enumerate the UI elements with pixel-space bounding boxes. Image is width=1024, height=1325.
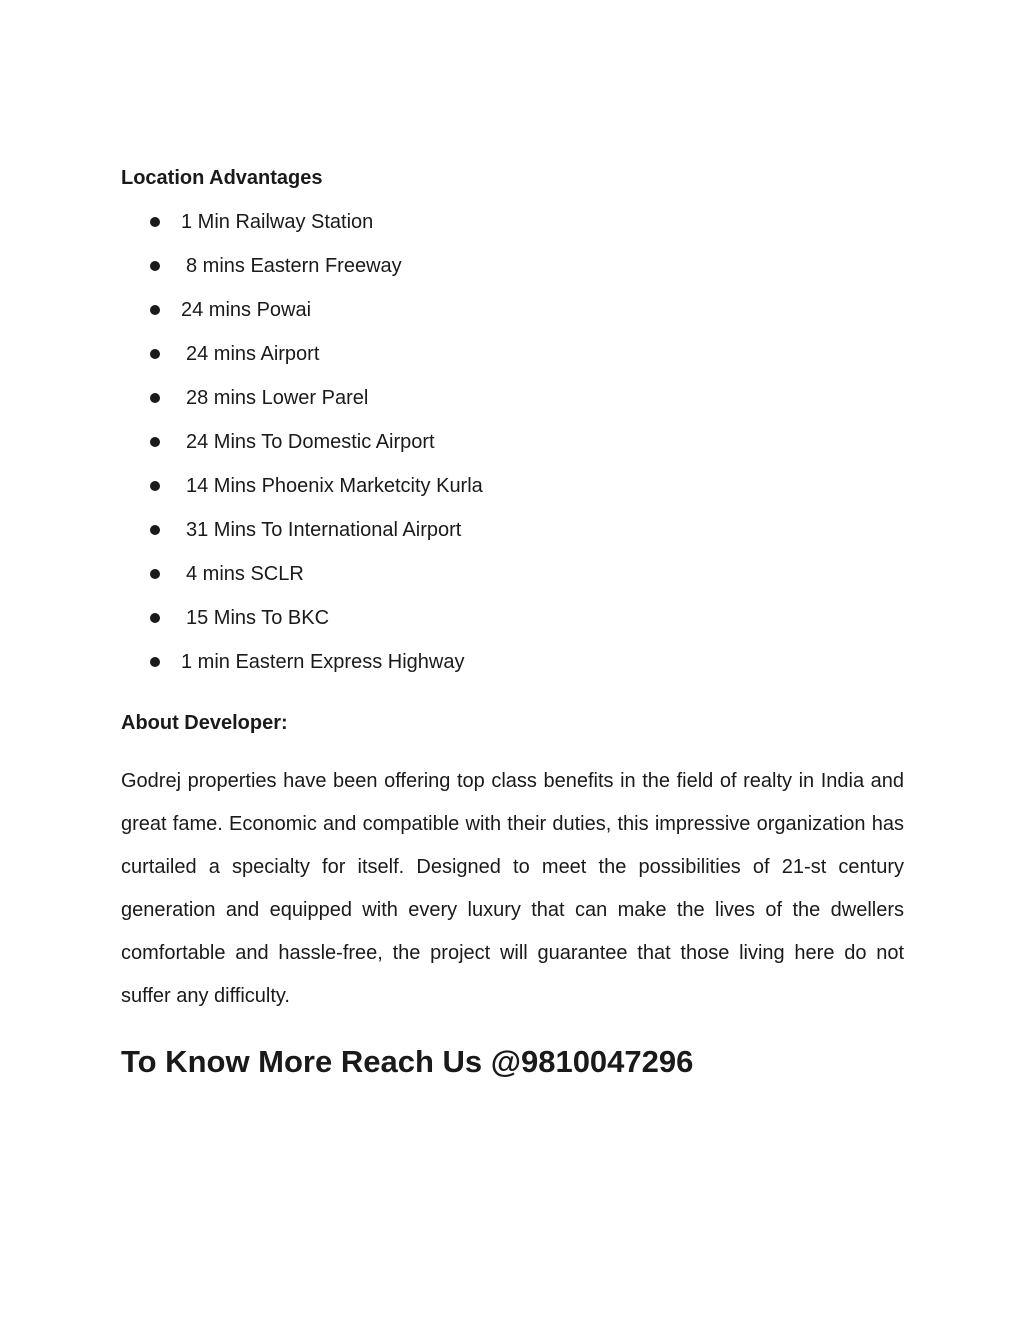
bullet-icon [150, 613, 160, 623]
list-item-text: 24 Mins To Domestic Airport [186, 431, 435, 453]
bullet-icon [150, 349, 160, 359]
bullet-icon [150, 217, 160, 227]
bullet-icon [150, 261, 160, 271]
list-item-text: 8 mins Eastern Freeway [186, 255, 402, 277]
bullet-icon [150, 569, 160, 579]
list-item-text: 1 Min Railway Station [181, 211, 374, 233]
list-item-text: 31 Mins To International Airport [186, 519, 462, 541]
list-item-text: 24 mins Powai [181, 299, 312, 321]
contact-call-to-action: To Know More Reach Us @9810047296 [121, 1044, 694, 1079]
list-item-text: 14 Mins Phoenix Marketcity Kurla [186, 475, 483, 497]
list-item-text: 24 mins Airport [186, 343, 320, 365]
list-item-text: 1 min Eastern Express Highway [181, 651, 465, 673]
list-item-text: 15 Mins To BKC [186, 607, 330, 629]
bullet-icon [150, 305, 160, 315]
about-developer-heading: About Developer: [121, 712, 288, 734]
location-advantages-heading: Location Advantages [121, 167, 323, 189]
about-developer-paragraph: Godrej properties have been offering top class benefits in the field of realty in India and great fame. Economic and compatible with their duties, this impressive organization has curtailed a specialty for itself. Designed to meet the possibilities of 21-st century generation and equipped with every luxury that can make the lives of the dwellers comfortable and hassle-free, the project will guarantee that those living here do not suffer any difficulty. [121, 770, 904, 1007]
bullet-icon [150, 393, 160, 403]
list-item-text: 28 mins Lower Parel [186, 387, 369, 409]
bullet-icon [150, 437, 160, 447]
bullet-icon [150, 481, 160, 491]
list-item-text: 4 mins SCLR [186, 563, 304, 585]
bullet-icon [150, 525, 160, 535]
bullet-icon [150, 657, 160, 667]
